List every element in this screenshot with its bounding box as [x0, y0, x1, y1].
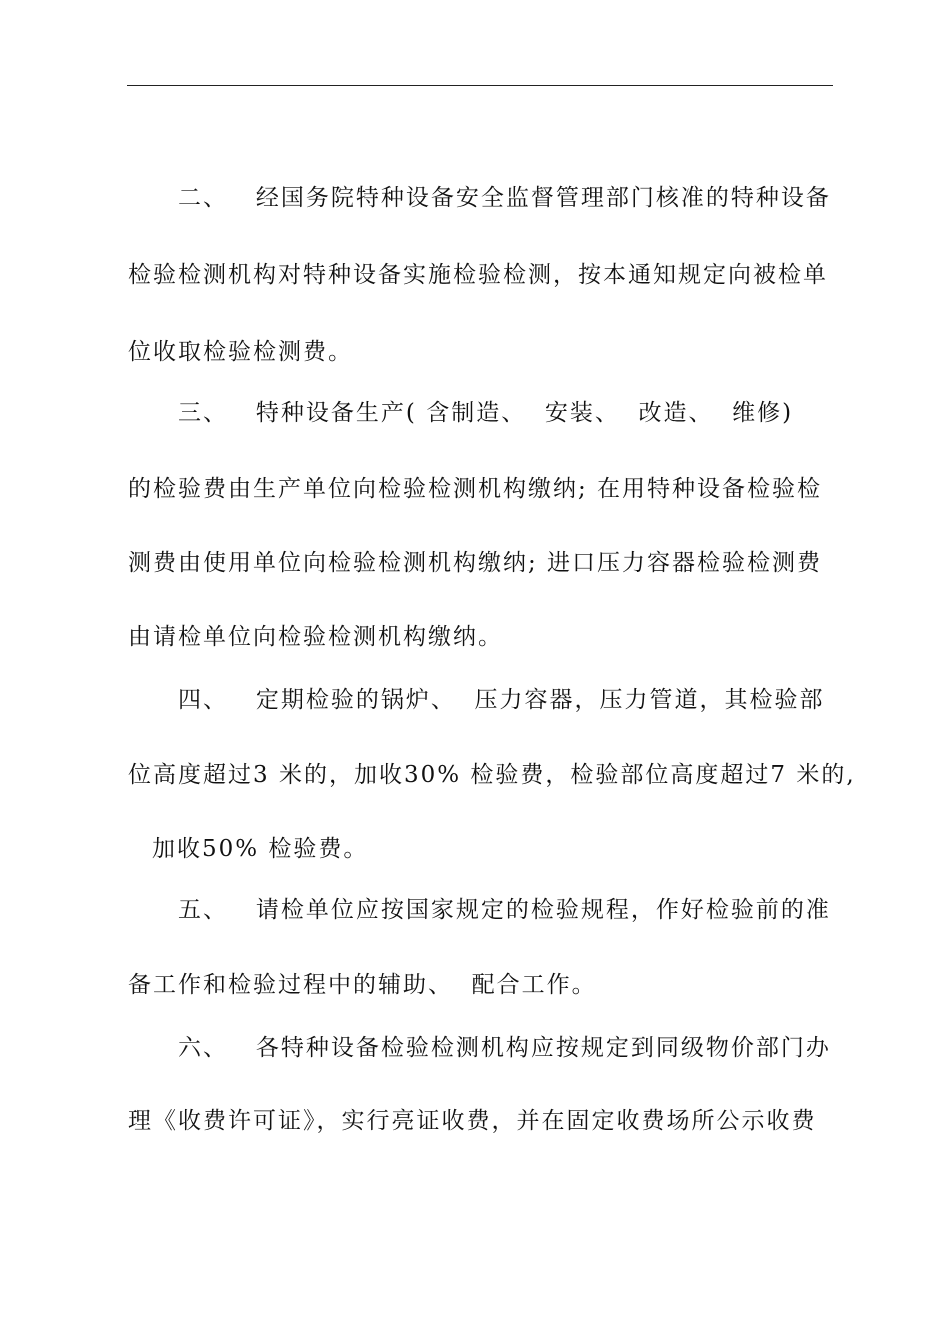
paragraph-3-line-3: 测费由使用单位向检验检测机构缴纳; 进口压力容器检验检测费 [128, 550, 823, 576]
paragraph-2-line-1: 二、 经国务院特种设备安全监督管理部门核准的特种设备 [178, 185, 831, 211]
paragraph-5-line-1: 五、 请检单位应按国家规定的检验规程，作好检验前的准 [178, 897, 831, 923]
paragraph-2-line-2: 检验检测机构对特种设备实施检验检测，按本通知规定向被检单 [128, 262, 828, 288]
paragraph-6-line-2: 理《收费许可证》，实行亮证收费，并在固定收费场所公示收费 [128, 1108, 817, 1134]
paragraph-3-line-2: 的检验费由生产单位向检验检测机构缴纳; 在用特种设备检验检 [128, 476, 823, 502]
paragraph-3-line-4: 由请检单位向检验检测机构缴纳。 [128, 624, 503, 650]
paragraph-2-line-3: 位收取检验检测费。 [128, 339, 353, 365]
paragraph-4-line-2: 位高度超过3 米的，加收30% 检验费，检验部位高度超过7 米的, [128, 762, 856, 788]
paragraph-5-line-2: 备工作和检验过程中的辅助、 配合工作。 [128, 972, 597, 998]
paragraph-4-line-3: 加收50% 检验费。 [152, 836, 369, 862]
paragraph-4-line-1: 四、 定期检验的锅炉、 压力容器，压力管道，其检验部 [178, 687, 825, 713]
paragraph-3-line-1: 三、 特种设备生产( 含制造、 安装、 改造、 维修) [178, 400, 794, 426]
paragraph-6-line-1: 六、 各特种设备检验检测机构应按规定到同级物价部门办 [178, 1035, 831, 1061]
header-rule [127, 85, 833, 86]
